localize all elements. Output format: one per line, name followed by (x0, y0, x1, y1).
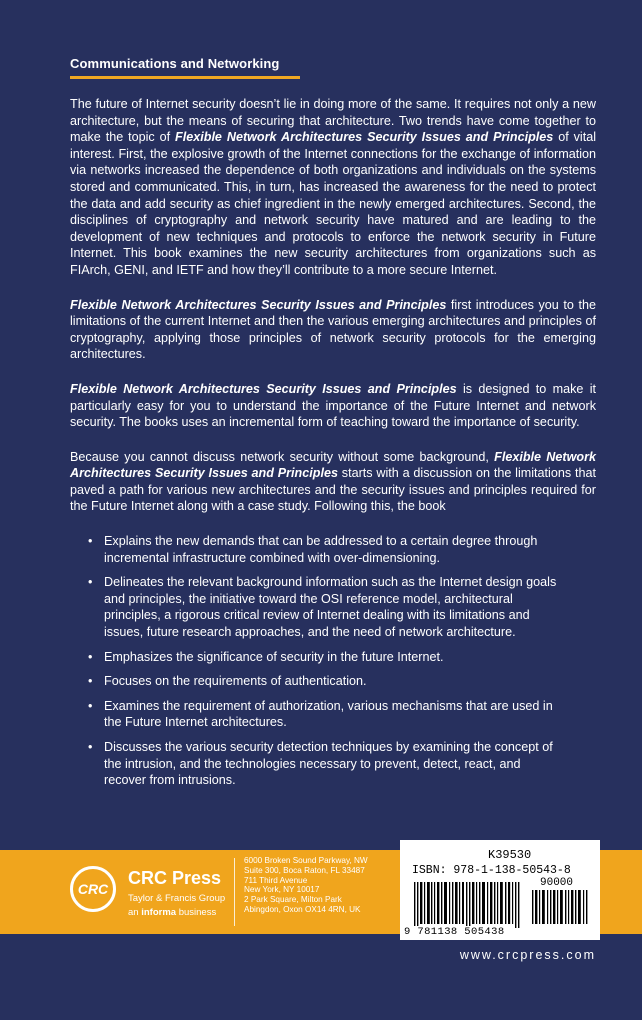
publisher-divider (234, 858, 235, 926)
address-line: 6000 Broken Sound Parkway, NW (244, 856, 368, 865)
barcode-icon (410, 882, 590, 932)
publisher-name: CRC Press (128, 868, 222, 888)
address-line: Suite 300, Boca Raton, FL 33487 (244, 865, 365, 875)
address-line: Abingdon, Oxon OX14 4RN, UK (244, 904, 361, 914)
list-item: • Examines the requirement of authorization, various mechanisms that are used in the Future Internet architectures. (70, 698, 564, 731)
paragraph-1: The future of Internet security doesn’t lie in doing more of the same. It requires not only a new architecture, but the means of securing that architecture. Two trends have come together to make the topic of Flexible Network Architectures Security Issues and Principles of vital interest. First, the explosive growth of the Internet connections for the exchange of information via networks increased the dependence of both organizations and individuals on the systems stored and communicated. This, in turn, has increased the awareness for the need to protect the data and add security as chief ingredient in the newly emerged architectures. Second, the disciplines of cryptography and network security have matured and are leading to the development of new techniques and protocols to enforce the network security in Future Internet. This book examines the new security architectures from organizations such as FIArch, GENI, and IETF and how they’ll contribute to a more secure Internet. (70, 97, 596, 277)
address-line: New York, NY 10017 (244, 885, 320, 895)
ean-digits: 9 781138 505438 (404, 926, 505, 938)
book-title: Flexible Network Architectures Security Issues and Principles (70, 297, 447, 312)
paragraph-3: Flexible Network Architectures Security Issues and Principles is designed to make it particularly easy for you to understand the importance of the Future Internet and network security. The books uses an incremental form of teaching toward the importance of security. (70, 381, 596, 430)
paragraph-2: Flexible Network Architectures Security Issues and Principles first introduces you to the limitations of the current Internet and then the various emerging architectures and principles of cryptography, applying those principles of network security protocols for the emerging architectures. (70, 297, 596, 362)
category-underline (70, 76, 300, 79)
barcode (410, 882, 590, 932)
list-item: • Focuses on the requirements of authentication. (70, 673, 564, 690)
list-item: • Delineates the relevant background information such as the Internet design goals and principles, the initiative toward the OSI reference model, architectural principles, a rigorous critical review of Internet dealing with its limitations and issues, future research approaches, and the need of network architecture. (70, 574, 564, 640)
book-title: Flexible Network Architectures Security Issues and Principles (70, 381, 457, 396)
publisher-tagline: an informa business (128, 907, 217, 918)
barcode-box (400, 840, 600, 940)
description (70, 96, 596, 797)
list-item: • Explains the new demands that can be addressed to a certain degree through incremental infrastructure combined with over-dimensioning. (70, 533, 564, 566)
website-url: www.crcpress.com (459, 948, 596, 962)
publisher-address (244, 856, 394, 915)
book-title: Flexible Network Architectures Security Issues and Principles (70, 449, 596, 481)
book-title: Flexible Network Architectures Security Issues and Principles (175, 130, 554, 145)
publisher-group: Taylor & Francis Group (128, 893, 226, 904)
feature-list (70, 533, 596, 789)
paragraph-4: Because you cannot discuss network security without some background, Flexible Network Architectures Security Issues and Principles starts with a discussion on the limitations that paved a path for various new architectures and the security issues and principles required for the Future Internet along with a case study. Following this, the book (70, 449, 596, 514)
address-line: 2 Park Square, Milton Park (244, 895, 342, 905)
isbn-text: ISBN: 978-1-138-50543-8 (412, 864, 571, 877)
category-label: Communications and Networking (70, 56, 280, 71)
list-item: • Discusses the various security detection techniques by examining the concept of the intrusion, and the technologies necessary to prevent, detect, react, and recover from intrusions. (70, 739, 564, 789)
product-code: K39530 (488, 848, 532, 862)
crc-logo-icon: CRC (70, 866, 116, 912)
list-item: • Emphasizes the significance of security in the future Internet. (70, 649, 564, 666)
supplement-code: 90000 (540, 877, 574, 889)
address-line: 711 Third Avenue (244, 875, 308, 885)
